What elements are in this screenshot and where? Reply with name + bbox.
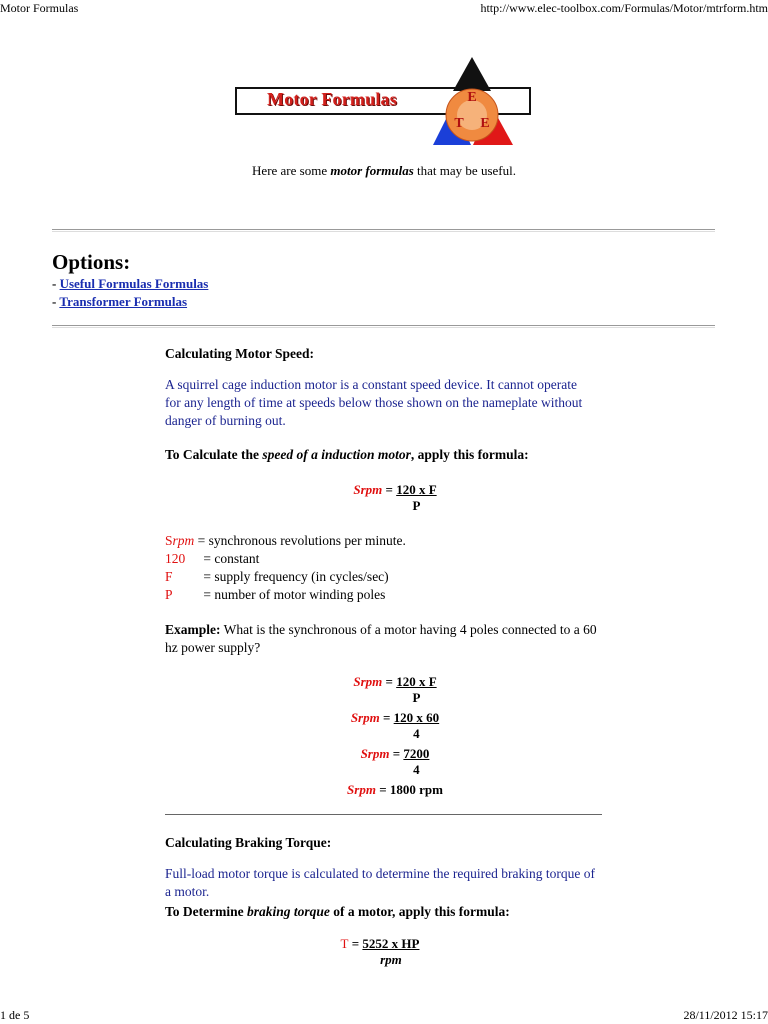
formula-eq: = xyxy=(382,674,397,689)
def-desc: = number of motor winding poles xyxy=(200,587,386,602)
page-title: Motor Formulas xyxy=(0,1,79,15)
def-key: P xyxy=(165,587,173,602)
definition-srpm xyxy=(165,532,406,550)
def-key-s: S xyxy=(165,533,173,548)
formula-denominator: rpm xyxy=(380,952,402,967)
def-key-rpm: rpm xyxy=(172,533,195,548)
formula-numerator: 5252 x HP xyxy=(362,936,420,951)
speed-heading: Calculating Motor Speed: xyxy=(165,346,314,361)
formula-numerator: 120 x 60 xyxy=(393,710,440,725)
def-desc: = constant xyxy=(200,551,260,566)
speed-paragraph: A squirrel cage induction motor is a constant speed device. It cannot operate for any length of time at speeds below those shown on the nameplate without danger of burning out. xyxy=(165,377,583,428)
formula-lhs: T xyxy=(340,936,349,951)
formula-lhs: Srpm xyxy=(350,710,380,725)
logo-letter-t: T xyxy=(454,116,464,131)
example-step-2 xyxy=(155,710,635,742)
example-step-1 xyxy=(155,674,635,706)
definition-120 xyxy=(165,550,259,568)
logo-text: Motor Formulas xyxy=(267,89,397,109)
speed-instruction-after: , apply this formula: xyxy=(410,447,529,462)
formula-denominator: P xyxy=(412,690,421,705)
option-item xyxy=(52,276,208,292)
transformer-formulas-link[interactable]: Transformer Formulas xyxy=(59,294,188,309)
option-item xyxy=(52,294,187,310)
example-label: Example: xyxy=(165,622,221,637)
torque-instruction-italic: braking torque xyxy=(246,904,330,919)
def-desc: = synchronous revolutions per minute. xyxy=(194,533,406,548)
torque-paragraph: Full-load motor torque is calculated to determine the required braking torque of a motor. xyxy=(165,866,595,899)
formula-result: 1800 rpm xyxy=(389,782,443,797)
ete-triangle-icon xyxy=(419,55,525,148)
intro-text xyxy=(0,163,768,179)
torque-instruction-before: To Determine xyxy=(165,904,247,919)
example-step-4 xyxy=(155,782,635,798)
logo-letter-e2: E xyxy=(480,116,490,131)
example-step-3 xyxy=(155,746,635,778)
def-key: F xyxy=(165,569,173,584)
def-desc: = supply frequency (in cycles/sec) xyxy=(200,569,389,584)
formula-eq: = xyxy=(389,746,404,761)
page-url: http://www.elec-toolbox.com/Formulas/Motor/mtrform.htm xyxy=(480,1,768,15)
formula-numerator: 120 x F xyxy=(396,674,437,689)
intro-emphasis: motor formulas xyxy=(330,163,414,178)
page-number: 1 de 5 xyxy=(0,1008,30,1022)
torque-instruction xyxy=(165,903,615,921)
divider xyxy=(52,325,715,328)
divider xyxy=(165,814,602,815)
formula-eq: = xyxy=(348,936,363,951)
options-title: Options: xyxy=(52,250,131,274)
option-prefix: - xyxy=(52,276,60,291)
intro-before: Here are some xyxy=(252,163,331,178)
formula-numerator: 7200 xyxy=(403,746,430,761)
torque-heading: Calculating Braking Torque: xyxy=(165,835,332,850)
speed-instruction xyxy=(165,446,615,464)
formula-eq: = xyxy=(379,710,394,725)
formula-lhs: Srpm xyxy=(360,746,390,761)
option-prefix: - xyxy=(52,294,60,309)
logo-letter-e1: E xyxy=(467,90,477,105)
definition-f xyxy=(165,568,389,586)
intro-after: that may be useful. xyxy=(413,163,516,178)
print-datetime: 28/11/2012 15:17 xyxy=(683,1008,768,1022)
formula-lhs: Srpm xyxy=(347,782,376,797)
formula-numerator: 120 x F xyxy=(396,482,437,497)
example-text xyxy=(165,621,610,657)
torque-instruction-after: of a motor, apply this formula: xyxy=(329,904,510,919)
formula-eq: = xyxy=(375,782,390,797)
definition-p xyxy=(165,586,385,604)
divider xyxy=(52,229,715,232)
speed-formula xyxy=(155,482,635,514)
formula-lhs: Srpm xyxy=(353,674,383,689)
formula-denominator: 4 xyxy=(413,726,420,741)
example-question: What is the synchronous of a motor having 4 poles connected to a 60 hz power supply? xyxy=(165,622,597,655)
useful-formulas-link[interactable]: Useful Formulas Formulas xyxy=(59,276,209,291)
speed-instruction-italic: speed of a induction motor xyxy=(262,447,411,462)
formula-lhs: Srpm xyxy=(353,482,383,497)
formula-denominator: P xyxy=(412,498,421,513)
def-key: 120 xyxy=(165,551,186,566)
torque-formula xyxy=(140,936,620,968)
logo xyxy=(233,55,533,148)
formula-denominator: 4 xyxy=(413,762,420,777)
speed-instruction-before: To Calculate the xyxy=(165,447,263,462)
formula-eq: = xyxy=(382,482,397,497)
